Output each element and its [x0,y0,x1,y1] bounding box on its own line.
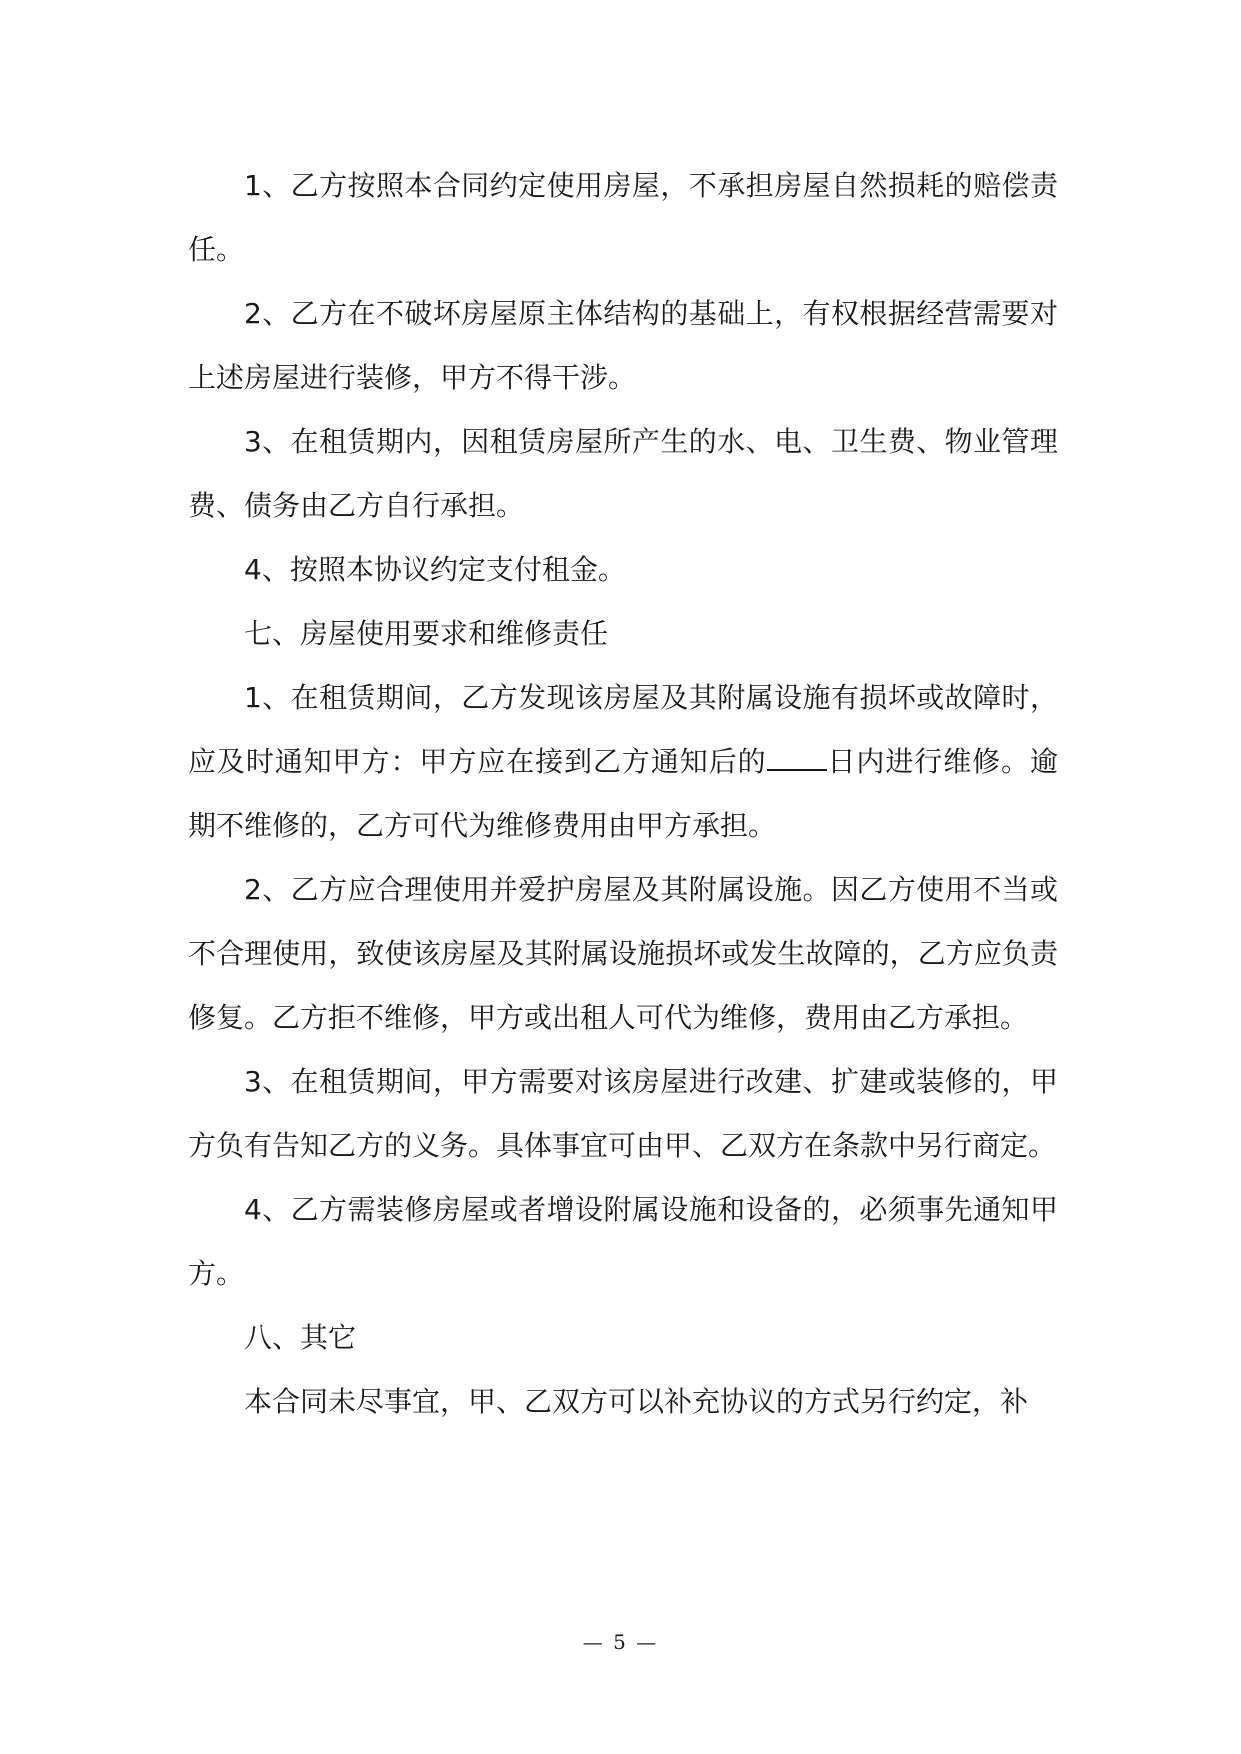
section-heading: 八、其它 [244,1321,357,1354]
clause-paragraph: 1、乙方按照本合同约定使用房屋，不承担房屋自然损耗的赔偿责任。 [188,169,1058,266]
clause-paragraph: 4、按照本协议约定支付租金。 [244,553,626,586]
clause-paragraph: 3、在租赁期内，因租赁房屋所产生的水、电、卫生费、物业管理费、债务由乙方自行承担。 [188,425,1058,522]
clause-text-before-blank: 1、在租赁期间，乙方发现该房屋及其附属设施有损坏或故障时，应及时通知甲方：甲方应在接到乙方通知后的 [188,681,1058,778]
clause-paragraph: 3、在租赁期间，甲方需要对该房屋进行改建、扩建或装修的，甲方负有告知乙方的义务。具体事宜可由甲、乙双方在条款中另行商定。 [188,1065,1058,1162]
clause-paragraph [188,666,1058,858]
clause-paragraph: 2、乙方应合理使用并爱护房屋及其附属设施。因乙方使用不当或不合理使用，致使该房屋及其附属设施损坏或发生故障的，乙方应负责修复。乙方拒不维修，甲方或出租人可代为维修，费用由乙方承担。 [188,873,1058,1034]
clause-paragraph: 本合同未尽事宜，甲、乙双方可以补充协议的方式另行约定，补 [244,1385,1029,1418]
clause-paragraph: 2、乙方在不破坏房屋原主体结构的基础上，有权根据经营需要对上述房屋进行装修，甲方不得干涉。 [188,297,1058,394]
contract-body [188,154,1058,1434]
page-number: — 5 — [582,1630,659,1654]
clause-paragraph: 4、乙方需装修房屋或者增设附属设施和设备的，必须事先通知甲方。 [188,1193,1058,1290]
fill-in-blank [767,743,827,771]
clause-text-after-blank: 日内进行维修。逾期不维修的，乙方可代为维修费用由甲方承担。 [188,745,1058,842]
section-heading: 七、房屋使用要求和维修责任 [244,617,609,650]
